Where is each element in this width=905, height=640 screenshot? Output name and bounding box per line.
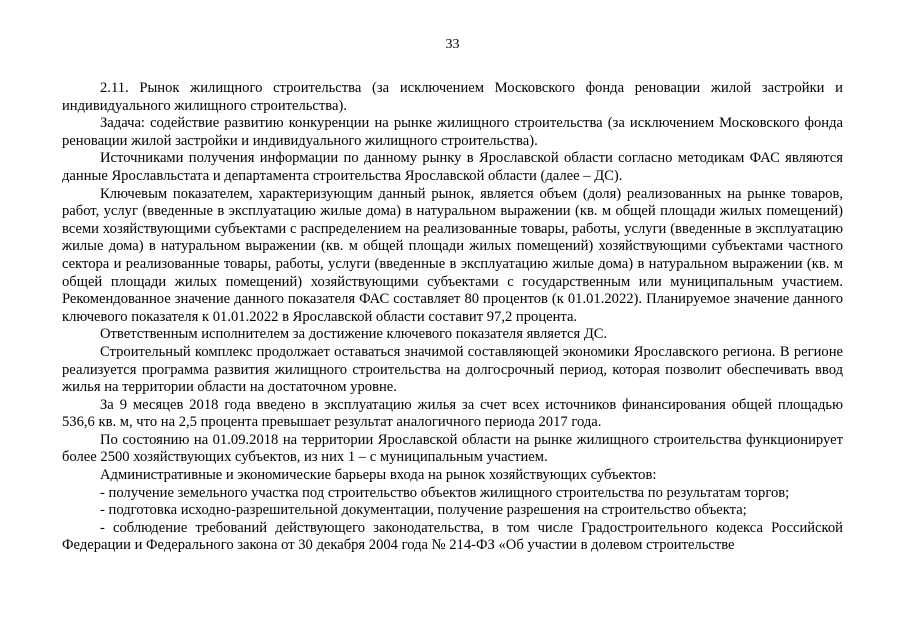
- page-number: 33: [445, 37, 460, 52]
- barrier-list-item: - получение земельного участка под строительство объектов жилищного строительства по результатам торгов;: [100, 484, 790, 501]
- section-heading-paragraph: 2.11. Рынок жилищного строительства (за исключением Московского фонда реновации жилой застройки и индивидуального жилищного строительства).: [62, 80, 843, 114]
- construction-complex-paragraph: Строительный комплекс продолжает оставаться значимой составляющей экономики Ярославского региона. В регионе реализуется программа развития жилищного строительства на долгосрочный период, которая позволит обеспечивать ввод жилья на территории области на достаточном уровне.: [62, 343, 843, 396]
- document-body: [62, 80, 843, 555]
- responsible-paragraph: Ответственным исполнителем за достижение ключевого показателя является ДС.: [100, 326, 608, 343]
- sources-paragraph: Источниками получения информации по данному рынку в Ярославской области согласно методикам ФАС являются данные Ярославльстата и департамента строительства Ярославской области (далее – ДС).: [62, 150, 843, 184]
- market-participants-paragraph: По состоянию на 01.09.2018 на территории Ярославской области на рынке жилищного строительства функционирует более 2500 хозяйствующих субъектов, из них 1 – с муниципальным участием.: [62, 431, 843, 466]
- housing-commissioning-paragraph: За 9 месяцев 2018 года введено в эксплуатацию жилья за счет всех источников финансирования общей площадью 536,6 кв. м, что на 2,5 процента превышает результат аналогичного периода 2017 года.: [62, 396, 843, 431]
- barriers-intro-paragraph: Административные и экономические барьеры входа на рынок хозяйствующих субъектов:: [100, 467, 657, 484]
- barrier-list-item: - подготовка исходно-разрешительной документации, получение разрешения на строительство объекта;: [100, 502, 747, 519]
- key-indicator-paragraph: Ключевым показателем, характеризующим данный рынок, является объем (доля) реализованных на рынке товаров, работ, услуг (введенные в эксплуатацию жилые дома) в натуральном выражении (кв. м общей площади жилых помещений) всеми хозяйствующими субъектами с распределением на реализованные товары, работы, услуги (введенные в эксплуатацию жилые дома) в натуральном выражении (кв. м общей площади жилых помещений) хозяйствующими субъектами частного сектора и реализованные товары, работы, услуги (введенные в эксплуатацию жилые дома) в натуральном выражении (кв. м общей площади жилых помещений) хозяйствующими субъектами с государственным или муниципальным участием. Рекомендованное значение данного показателя ФАС составляет 80 процентов (к 01.01.2022). Планируемое значение данного ключевого показателя к 01.01.2022 в Ярославской области составит 97,2 процента.: [62, 185, 843, 325]
- task-paragraph: Задача: содействие развитию конкуренции на рынке жилищного строительства (за исключением Московского фонда реновации жилой застройки и индивидуального жилищного строительства).: [62, 115, 843, 149]
- barrier-list-item: - соблюдение требований действующего законодательства, в том числе Градостроительного кодекса Российской Федерации и Федерального закона от 30 декабря 2004 года № 214-ФЗ «Об участии в долевом строительстве: [62, 519, 843, 554]
